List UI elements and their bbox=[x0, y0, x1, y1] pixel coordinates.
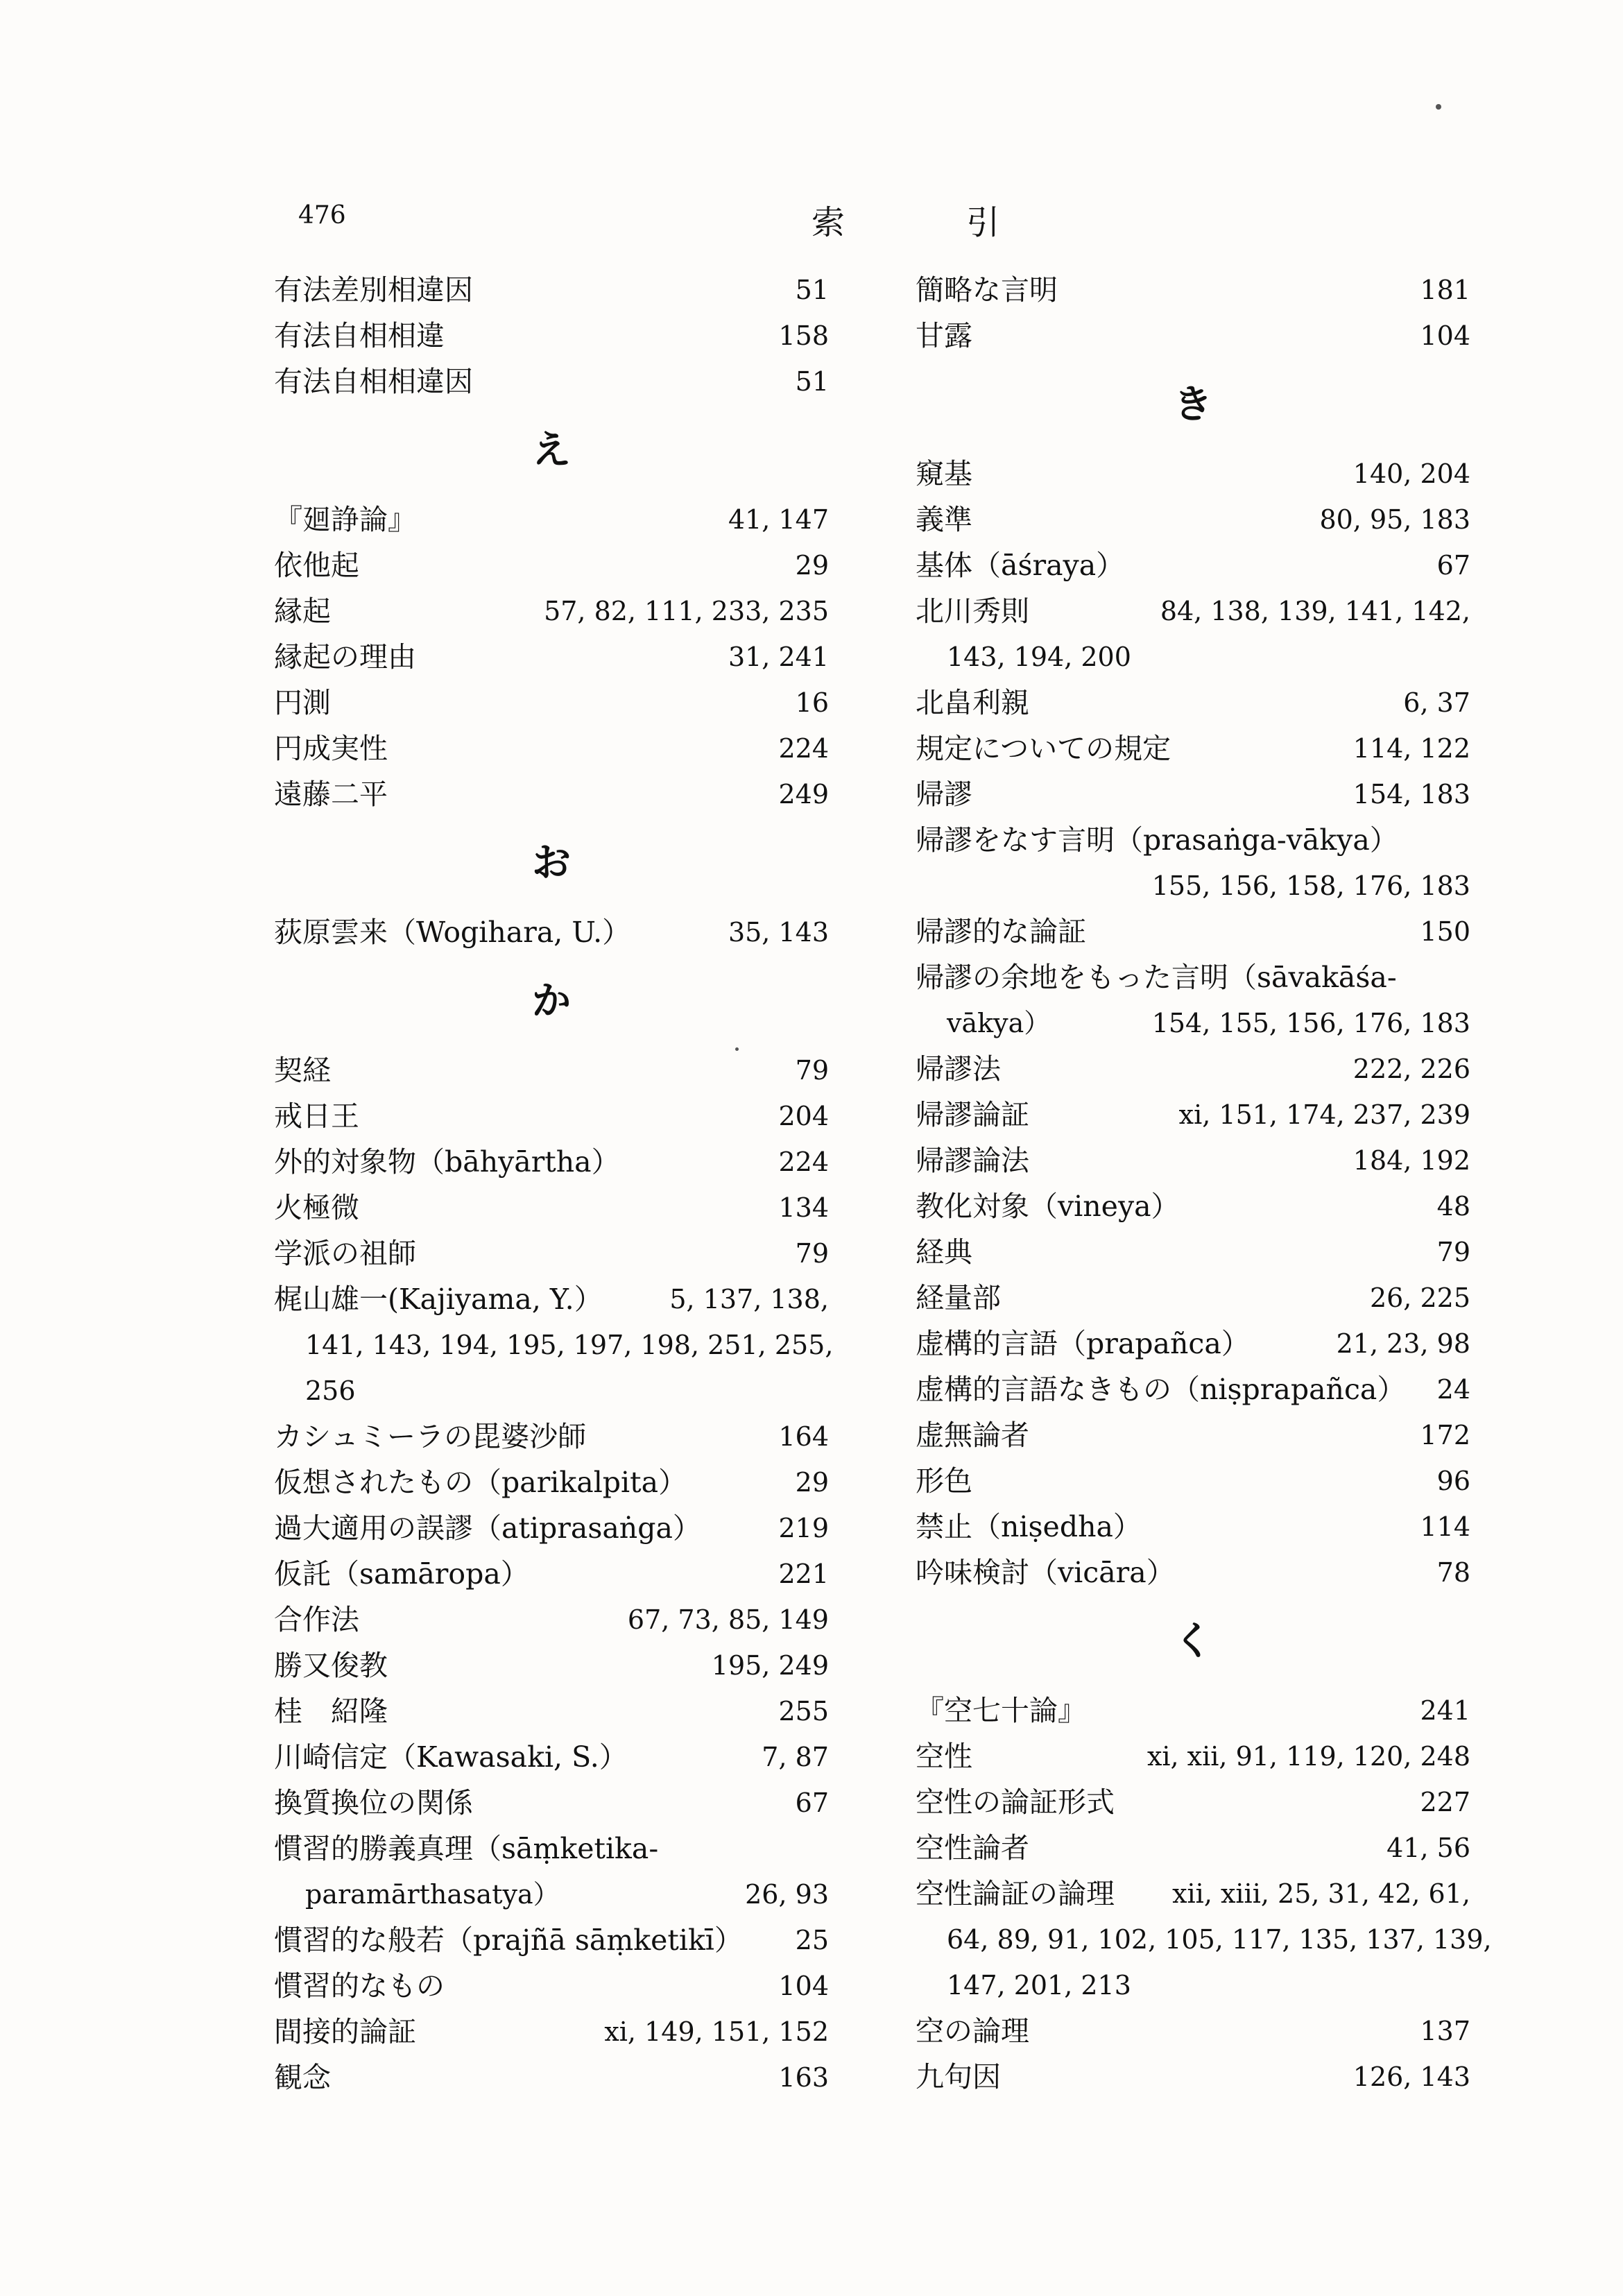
index-entry bbox=[274, 1047, 829, 1093]
index-entry bbox=[274, 726, 829, 771]
index-entry bbox=[916, 1229, 1470, 1275]
entry-pages: 155, 156, 158, 176, 183 bbox=[1151, 871, 1470, 901]
continuation-text: 256 bbox=[305, 1376, 356, 1406]
entry-pages: 79 bbox=[795, 1055, 829, 1086]
entry-pages: 114 bbox=[1420, 1511, 1470, 1542]
entry-pages: 25 bbox=[795, 1925, 829, 1955]
index-entry bbox=[916, 680, 1470, 726]
index-entry bbox=[274, 634, 829, 680]
entry-term: 帰謬法 bbox=[916, 1052, 1001, 1086]
section-heading-kana: く bbox=[1174, 1618, 1212, 1664]
section-heading bbox=[274, 817, 829, 909]
index-entry bbox=[274, 1688, 829, 1734]
entry-pages: 255 bbox=[778, 1696, 829, 1727]
entry-continuation bbox=[916, 1000, 1470, 1046]
entry-pages: 26, 93 bbox=[745, 1879, 829, 1910]
speck-mark bbox=[1436, 104, 1441, 110]
entry-term: 虚構的言語なきもの（niṣprapañca） bbox=[916, 1373, 1406, 1406]
entry-pages: xi, 149, 151, 152 bbox=[604, 2016, 829, 2047]
entry-term: 川崎信定（Kawasaki, S.） bbox=[274, 1740, 628, 1774]
index-entry bbox=[916, 1733, 1470, 1779]
entry-pages: 221 bbox=[778, 1559, 829, 1589]
entry-term: カシュミーラの毘婆沙師 bbox=[274, 1420, 587, 1453]
section-heading bbox=[274, 404, 829, 497]
entry-term: 簡略な言明 bbox=[916, 273, 1058, 307]
entry-pages: 41, 147 bbox=[728, 504, 829, 535]
entry-pages: 67 bbox=[1436, 550, 1470, 581]
index-entry bbox=[916, 1825, 1470, 1871]
index-entry bbox=[274, 588, 829, 634]
entry-pages: 41, 56 bbox=[1386, 1833, 1470, 1863]
entry-term: 基体（āśraya） bbox=[916, 549, 1125, 582]
continuation-text: paramārthasatya） bbox=[305, 1879, 560, 1910]
index-entry bbox=[916, 2008, 1470, 2054]
entry-continuation bbox=[916, 863, 1470, 909]
entry-pages: 48 bbox=[1436, 1191, 1470, 1222]
entry-pages: xii, xiii, 25, 31, 42, 61, bbox=[1172, 1878, 1470, 1909]
entry-term: 間接的論証 bbox=[274, 2015, 416, 2048]
index-entry bbox=[274, 1780, 829, 1826]
index-entry bbox=[916, 1092, 1470, 1138]
entry-term: 甘露 bbox=[916, 319, 972, 352]
entry-term: 合作法 bbox=[274, 1603, 359, 1636]
entry-pages: 67 bbox=[795, 1788, 829, 1818]
section-heading bbox=[274, 955, 829, 1047]
entry-term: 『廻諍論』 bbox=[274, 503, 416, 536]
index-entry bbox=[274, 1139, 829, 1185]
entry-pages: 31, 241 bbox=[728, 642, 829, 672]
section-heading bbox=[916, 1595, 1470, 1688]
section-heading bbox=[916, 359, 1470, 451]
entry-pages: 249 bbox=[778, 779, 829, 809]
entry-term: 『空七十論』 bbox=[916, 1694, 1086, 1727]
index-entry bbox=[916, 1458, 1470, 1504]
index-entry bbox=[916, 497, 1470, 542]
index-entry bbox=[916, 1138, 1470, 1183]
index-entry bbox=[916, 954, 1470, 1000]
entry-term: 経典 bbox=[916, 1235, 972, 1269]
entry-pages: 67, 73, 85, 149 bbox=[627, 1604, 829, 1635]
index-entry bbox=[274, 1276, 829, 1322]
index-entry bbox=[274, 2055, 829, 2100]
entry-pages: 158 bbox=[778, 320, 829, 351]
entry-pages: 222, 226 bbox=[1352, 1054, 1470, 1084]
entry-pages: 51 bbox=[795, 275, 829, 305]
entry-term: 遠藤二平 bbox=[274, 778, 388, 811]
entry-pages: 184, 192 bbox=[1352, 1145, 1470, 1176]
entry-pages: 51 bbox=[795, 366, 829, 397]
entry-pages: 26, 225 bbox=[1369, 1283, 1470, 1313]
entry-continuation bbox=[274, 1871, 829, 1917]
entry-pages: 224 bbox=[778, 1147, 829, 1177]
entry-pages: 219 bbox=[778, 1513, 829, 1543]
entry-pages: 79 bbox=[795, 1238, 829, 1269]
index-entry bbox=[274, 1643, 829, 1688]
index-entry bbox=[274, 771, 829, 817]
entry-term: 虚無論者 bbox=[916, 1419, 1029, 1452]
entry-term: 北川秀則 bbox=[916, 594, 1029, 628]
entry-pages: 24 bbox=[1436, 1374, 1470, 1405]
entry-continuation bbox=[916, 634, 1470, 680]
entry-term: 帰謬の余地をもった言明（sāvakāśa- bbox=[916, 961, 1397, 994]
entry-term: 有法自相相違因 bbox=[274, 365, 473, 398]
entry-term: 戒日王 bbox=[274, 1099, 359, 1133]
entry-pages: 96 bbox=[1436, 1466, 1470, 1496]
entry-pages: 78 bbox=[1436, 1557, 1470, 1588]
entry-pages: 104 bbox=[778, 1971, 829, 2001]
index-entry bbox=[916, 1550, 1470, 1595]
entry-term: 勝又俊教 bbox=[274, 1649, 388, 1682]
entry-pages: 21, 23, 98 bbox=[1336, 1328, 1470, 1359]
index-entry bbox=[274, 1826, 829, 1871]
entry-term: 帰謬 bbox=[916, 778, 972, 811]
entry-term: 帰謬的な論証 bbox=[916, 915, 1086, 948]
page-number: 476 bbox=[298, 201, 346, 230]
index-entry bbox=[274, 680, 829, 726]
index-entry bbox=[274, 267, 829, 313]
entry-pages: 80, 95, 183 bbox=[1319, 504, 1470, 535]
entry-term: 空性 bbox=[916, 1740, 972, 1773]
entry-term: 北畠利親 bbox=[916, 686, 1029, 719]
index-entry bbox=[274, 1734, 829, 1780]
index-entry bbox=[916, 451, 1470, 497]
continuation-text: vākya） bbox=[947, 1008, 1051, 1038]
entry-term: 縁起の理由 bbox=[274, 640, 416, 674]
entry-term: 虚構的言語（prapañca） bbox=[916, 1327, 1250, 1360]
entry-pages: 57, 82, 111, 233, 235 bbox=[544, 596, 829, 626]
entry-continuation bbox=[916, 1962, 1470, 2008]
speck-mark bbox=[735, 1047, 739, 1051]
entry-pages: 84, 138, 139, 141, 142, bbox=[1160, 596, 1470, 626]
index-entry bbox=[916, 1779, 1470, 1825]
index-entry bbox=[274, 1551, 829, 1597]
entry-pages: 134 bbox=[778, 1192, 829, 1223]
entry-pages: 29 bbox=[795, 550, 829, 581]
index-entry bbox=[274, 1231, 829, 1276]
entry-pages: 140, 204 bbox=[1352, 459, 1470, 489]
entry-continuation bbox=[274, 1368, 829, 1414]
entry-term: 依他起 bbox=[274, 549, 359, 582]
entry-pages: 126, 143 bbox=[1352, 2062, 1470, 2092]
entry-term: 仮託（samāropa） bbox=[274, 1557, 529, 1591]
entry-term: 窺基 bbox=[916, 457, 972, 490]
entry-term: 帰謬をなす言明（prasaṅga-vākya） bbox=[916, 823, 1398, 857]
entry-term: 火極微 bbox=[274, 1191, 359, 1224]
index-entry bbox=[916, 1367, 1470, 1412]
entry-pages: 163 bbox=[778, 2062, 829, 2093]
continuation-text: 141, 143, 194, 195, 197, 198, 251, 255, bbox=[305, 1330, 834, 1360]
index-entry bbox=[916, 771, 1470, 817]
index-entry bbox=[274, 1917, 829, 1963]
section-heading-kana: か bbox=[532, 978, 571, 1024]
entry-pages: xi, xii, 91, 119, 120, 248 bbox=[1147, 1741, 1470, 1772]
index-entry bbox=[916, 726, 1470, 771]
continuation-text: 147, 201, 213 bbox=[947, 1970, 1131, 2001]
index-entry bbox=[916, 267, 1470, 313]
entry-pages: 7, 87 bbox=[762, 1742, 829, 1772]
entry-term: 仮想されたもの（parikalpita） bbox=[274, 1466, 687, 1499]
index-entry bbox=[274, 1963, 829, 2009]
entry-term: 空性論者 bbox=[916, 1831, 1029, 1865]
continuation-text: 143, 194, 200 bbox=[947, 642, 1131, 672]
entry-term: 有法差別相違因 bbox=[274, 273, 473, 307]
entry-pages: 114, 122 bbox=[1352, 733, 1470, 764]
index-entry bbox=[274, 1505, 829, 1551]
continuation-text: 64, 89, 91, 102, 105, 117, 135, 137, 139, bbox=[947, 1924, 1492, 1955]
entry-term: 帰謬論証 bbox=[916, 1098, 1029, 1131]
entry-term: 帰謬論法 bbox=[916, 1144, 1029, 1177]
index-entry bbox=[916, 588, 1470, 634]
index-entry bbox=[916, 1871, 1470, 1917]
entry-term: 過大適用の誤謬（atiprasaṅga） bbox=[274, 1511, 701, 1545]
entry-term: 慣習的な般若（prajñā sāṃketikī） bbox=[274, 1924, 743, 1957]
entry-term: 外的対象物（bāhyārtha） bbox=[274, 1145, 620, 1179]
index-entry bbox=[916, 2054, 1470, 2100]
index-entry bbox=[916, 1321, 1470, 1367]
index-entry bbox=[274, 1185, 829, 1231]
index-entry bbox=[916, 909, 1470, 954]
entry-term: 九句因 bbox=[916, 2060, 1001, 2093]
index-entry bbox=[274, 359, 829, 404]
entry-term: 空の論理 bbox=[916, 2014, 1029, 2048]
entry-term: 慣習的勝義真理（sāṃketika- bbox=[274, 1832, 659, 1865]
index-entry bbox=[916, 1275, 1470, 1321]
entry-term: 経量部 bbox=[916, 1281, 1001, 1314]
entry-term: 義準 bbox=[916, 503, 972, 536]
entry-pages: 241 bbox=[1420, 1695, 1470, 1726]
index-entry bbox=[274, 1414, 829, 1459]
entry-term: 契経 bbox=[274, 1054, 331, 1087]
section-heading-kana: き bbox=[1174, 382, 1212, 427]
entry-pages: 172 bbox=[1420, 1420, 1470, 1450]
entry-pages: 227 bbox=[1420, 1787, 1470, 1817]
entry-term: 荻原雲来（Wogihara, U.） bbox=[274, 916, 631, 949]
section-heading-kana: え bbox=[532, 427, 571, 473]
entry-term: 慣習的なもの bbox=[274, 1969, 445, 2003]
entry-term: 形色 bbox=[916, 1464, 972, 1498]
section-heading-kana: お bbox=[532, 840, 571, 886]
entry-term: 学派の祖師 bbox=[274, 1237, 416, 1270]
entry-pages: 35, 143 bbox=[728, 917, 829, 948]
entry-pages: 16 bbox=[795, 687, 829, 718]
entry-term: 縁起 bbox=[274, 594, 331, 628]
entry-term: 規定についての規定 bbox=[916, 732, 1171, 765]
entry-pages: xi, 151, 174, 237, 239 bbox=[1178, 1099, 1470, 1130]
entry-continuation bbox=[916, 1917, 1492, 1962]
index-entry bbox=[916, 1183, 1470, 1229]
left-index-column bbox=[274, 267, 834, 2100]
entry-term: 換質換位の関係 bbox=[274, 1786, 473, 1819]
entry-term: 空性の論証形式 bbox=[916, 1785, 1115, 1819]
entry-term: 空性論証の論理 bbox=[916, 1877, 1115, 1910]
entry-pages: 150 bbox=[1420, 916, 1470, 947]
index-entry bbox=[916, 1504, 1470, 1550]
entry-pages: 154, 155, 156, 176, 183 bbox=[1151, 1008, 1470, 1038]
index-entry bbox=[916, 817, 1470, 863]
index-entry bbox=[274, 2009, 829, 2055]
entry-pages: 29 bbox=[795, 1467, 829, 1498]
index-entry bbox=[274, 909, 829, 955]
entry-pages: 224 bbox=[778, 733, 829, 764]
index-entry bbox=[916, 542, 1470, 588]
entry-pages: 195, 249 bbox=[711, 1650, 829, 1681]
entry-term: 桂 紹隆 bbox=[274, 1695, 388, 1728]
entry-pages: 104 bbox=[1420, 320, 1470, 351]
entry-pages: 181 bbox=[1420, 275, 1470, 305]
page-title: 索 引 bbox=[812, 203, 1056, 242]
entry-term: 教化対象（vineya） bbox=[916, 1190, 1180, 1223]
index-entry bbox=[274, 1093, 829, 1139]
entry-term: 円成実性 bbox=[274, 732, 388, 765]
entry-pages: 164 bbox=[778, 1421, 829, 1452]
index-entry bbox=[274, 542, 829, 588]
entry-pages: 204 bbox=[778, 1101, 829, 1131]
entry-continuation bbox=[274, 1322, 834, 1368]
entry-pages: 154, 183 bbox=[1352, 779, 1470, 809]
entry-term: 円測 bbox=[274, 686, 331, 719]
entry-term: 観念 bbox=[274, 2061, 331, 2094]
entry-pages: 6, 37 bbox=[1403, 687, 1470, 718]
entry-pages: 79 bbox=[1436, 1237, 1470, 1267]
index-entry bbox=[916, 1046, 1470, 1092]
entry-pages: 5, 137, 138, bbox=[669, 1284, 829, 1314]
entry-term: 梶山雄一(Kajiyama, Y.） bbox=[274, 1283, 603, 1316]
index-entry bbox=[274, 1597, 829, 1643]
entry-pages: 137 bbox=[1420, 2016, 1470, 2046]
index-entry bbox=[916, 1412, 1470, 1458]
right-index-column bbox=[916, 267, 1492, 2100]
index-entry bbox=[274, 1459, 829, 1505]
index-entry bbox=[274, 313, 829, 359]
index-entry bbox=[916, 1688, 1470, 1733]
entry-term: 吟味検討（vicāra） bbox=[916, 1556, 1175, 1589]
index-entry bbox=[916, 313, 1470, 359]
entry-term: 禁止（niṣedha） bbox=[916, 1510, 1142, 1543]
index-entry bbox=[274, 497, 829, 542]
entry-term: 有法自相相違 bbox=[274, 319, 445, 352]
